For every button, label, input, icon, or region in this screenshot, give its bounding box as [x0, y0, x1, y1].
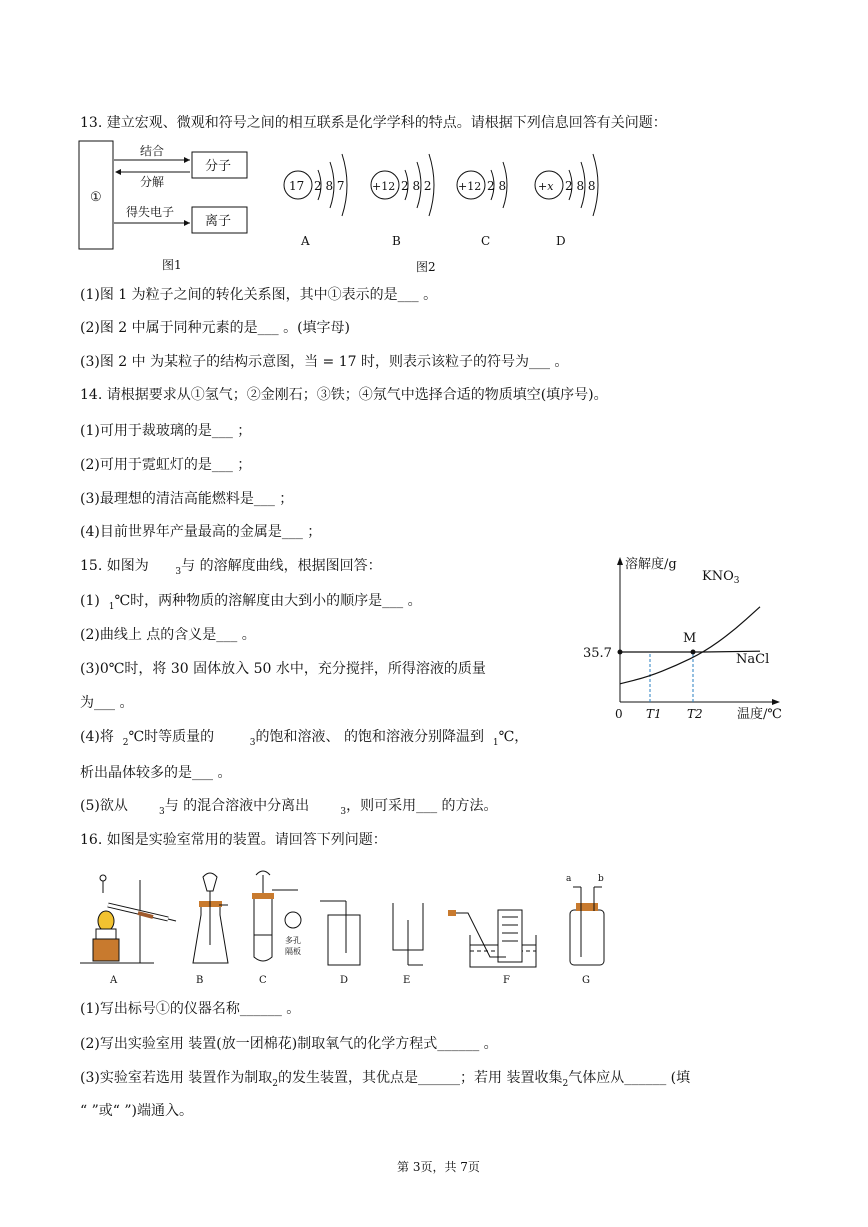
q15-3a: (3)0℃时，将 30 固体放入 50 水中，充分搅拌，所得溶液的质量	[80, 661, 486, 677]
apparatus-c	[252, 871, 301, 986]
apparatus-e	[393, 903, 423, 986]
fig1-arrow-combine: 结合	[140, 144, 165, 158]
y-intercept-point	[618, 650, 623, 655]
atom-d-shells: 2 8 8	[565, 179, 596, 193]
y-axis-label: 溶解度/g	[625, 557, 677, 572]
fig1-molecule: 分子	[205, 159, 232, 174]
atom-a-nucleus: 17	[289, 179, 305, 193]
x-axis-arrow	[772, 699, 780, 705]
x-tick-t2: T2	[687, 707, 703, 721]
q15-stem: 15. 如图为 $_3$与 的溶解度曲线，根据图回答：	[80, 558, 382, 577]
fig1-ion: 离子	[205, 214, 232, 229]
x-tick-t1: T1	[646, 707, 662, 721]
q14-stem: 14. 请根据要求从①氢气；②金刚石；③铁；④氖气中选择合适的物质填空(填序号)。	[80, 387, 608, 403]
apparatus-b	[193, 873, 228, 986]
label-f: F	[503, 975, 510, 986]
point-m	[691, 650, 696, 655]
fig1-box-label: ①	[90, 190, 102, 205]
atom-d	[535, 154, 598, 248]
plate-label-1: 多孔	[285, 936, 301, 945]
apparatus-a	[80, 875, 176, 986]
atom-a-label: A	[301, 234, 310, 248]
q14-4: (4)目前世界年产量最高的金属是___ ；	[80, 524, 322, 540]
q14-3: (3)最理想的清洁高能燃料是___ ；	[80, 491, 294, 507]
q13-3: (3)图 2 中 为某粒子的结构示意图，当 = 17 时，则表示该粒子的符号为___ 。	[80, 354, 569, 370]
apparatus-f	[448, 910, 536, 986]
q15-1: (1) $_1$℃时，两种物质的溶解度由大到小的顺序是___ 。	[80, 593, 422, 612]
lab-apparatus-figure	[78, 865, 618, 990]
y-tick-label: 35.7	[583, 646, 612, 661]
atom-d-label: D	[556, 234, 566, 248]
atom-b-shells: 2 8 2	[401, 179, 432, 193]
q13-stem: 13. 建立宏观、微观和符号之间的相互联系是化学学科的特点。请根据下列信息回答有关问题：	[80, 115, 667, 131]
q14-2: (2)可用于霓虹灯的是___ ；	[80, 457, 252, 473]
atom-c	[457, 162, 507, 248]
figure-2	[278, 148, 618, 273]
point-m-label: M	[683, 631, 697, 646]
atom-d-nucleus: +x	[538, 180, 554, 193]
atom-c-shells: 2 8	[487, 179, 507, 193]
page-footer: 第 3页，共 7页	[397, 1160, 480, 1174]
q15-4b: 析出晶体较多的是___ 。	[80, 765, 232, 781]
solubility-chart	[583, 555, 800, 730]
q16-3b: “ ”或“ ”)端通入。	[80, 1103, 193, 1119]
atom-a-shells: 2 8 7	[314, 179, 345, 193]
atom-c-nucleus: +12	[458, 180, 482, 193]
q14-1: (1)可用于裁玻璃的是___ ；	[80, 423, 252, 439]
label-c: C	[259, 975, 267, 986]
port-b: b	[598, 874, 604, 884]
q13-2: (2)图 2 中属于同种元素的是___ 。(填字母)	[80, 320, 351, 336]
y-axis-arrow	[617, 557, 623, 565]
label-e: E	[403, 975, 411, 986]
q16-stem: 16. 如图是实验室常用的装置。请回答下列问题：	[80, 832, 387, 848]
x-axis-label: 温度/℃	[737, 707, 782, 722]
q15-3b: 为___ 。	[80, 695, 134, 711]
fig1-caption: 图1	[162, 258, 182, 272]
label-g: G	[582, 975, 590, 986]
label-b: B	[196, 975, 204, 986]
plate-label-2: 隔板	[285, 947, 301, 956]
q16-3a: (3)实验室若选用 装置作为制取$_2$的发生装置，其优点是______；若用 装置收集$_2$气体应从______ (填	[80, 1070, 691, 1089]
q15-4a: (4)将 $_2$℃时等质量的 $_3$的饱和溶液、 的饱和溶液分别降温到 $_1$℃，	[80, 729, 529, 748]
nacl-series-label: NaCl	[736, 652, 770, 667]
fig1-arrow-gain: 得失电子	[126, 205, 175, 219]
x-tick-origin: 0	[615, 707, 623, 721]
fig1-arrow-decompose: 分解	[140, 175, 165, 189]
atom-b-label: B	[392, 234, 401, 248]
atom-b-nucleus: +12	[372, 180, 396, 193]
figure-1	[78, 140, 258, 270]
apparatus-d	[320, 901, 360, 986]
q15-5: (5)欲从 $_3$与 的混合溶液中分离出 $_3$，则可采用___ 的方法。	[80, 798, 498, 817]
q16-1: (1)写出标号①的仪器名称______ 。	[80, 1001, 301, 1017]
kno3-series-label: $KNO_3$	[702, 569, 740, 586]
atom-a	[284, 154, 347, 248]
q16-2: (2)写出实验室用 装置(放一团棉花)制取氧气的化学方程式______ 。	[80, 1036, 498, 1052]
atom-b	[371, 154, 434, 248]
fig2-caption: 图2	[416, 260, 436, 274]
apparatus-g	[566, 874, 604, 986]
label-a: A	[110, 975, 118, 986]
label-d: D	[340, 975, 349, 986]
q13-1: (1)图 1 为粒子之间的转化关系图，其中①表示的是___ 。	[80, 287, 438, 303]
atom-c-label: C	[481, 234, 491, 248]
q15-2: (2)曲线上 点的含义是___ 。	[80, 627, 256, 643]
port-a: a	[566, 874, 572, 884]
